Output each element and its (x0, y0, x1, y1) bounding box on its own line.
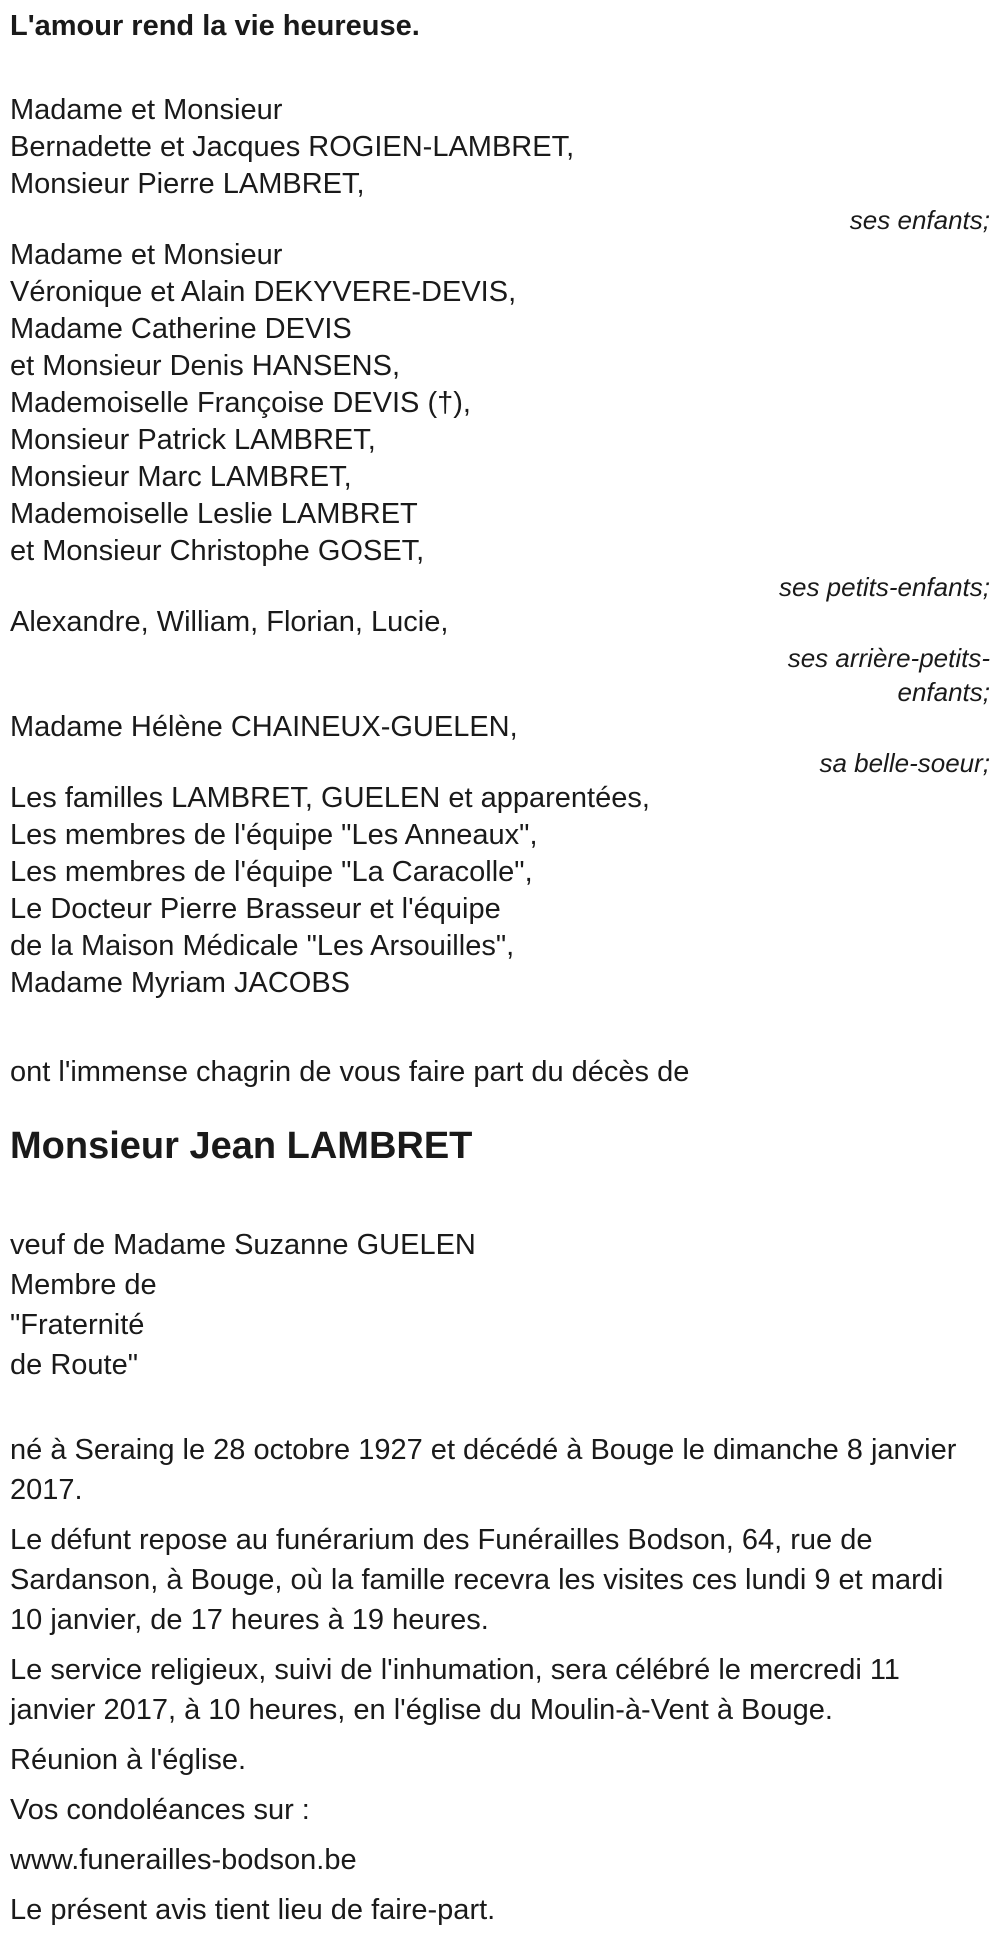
family-line: Véronique et Alain DEKYVERE-DEVIS, (10, 276, 517, 308)
family-line: Le Docteur Pierre Brasseur et l'équipe (10, 893, 501, 925)
family-line: Madame et Monsieur (10, 239, 283, 271)
repose-info: Le défunt repose au funérarium des Funérailles Bodson, 64, rue de Sardanson, à Bouge, où la famille recevra les visites ces lundi 9 et mardi 10 janvier, de 17 heures à 19 heures. (10, 1524, 944, 1636)
birth-death-info: né à Seraing le 28 octobre 1927 et décédé à Bouge le dimanche 8 janvier 2017. (10, 1434, 957, 1506)
family-line: Madame Myriam JACOBS (10, 967, 351, 999)
family-line: Bernadette et Jacques ROGIEN-LAMBRET, (10, 131, 575, 163)
deceased-detail-line: Membre de (10, 1269, 157, 1301)
family-line: et Monsieur Christophe GOSET, (10, 535, 425, 567)
family-line: de la Maison Médicale "Les Arsouilles", (10, 930, 515, 962)
condolences-label: Vos condoléances sur : (10, 1794, 310, 1826)
epigraph: L'amour rend la vie heureuse. (10, 10, 420, 42)
family-line: ses arrière-petits-enfants; (787, 643, 990, 707)
family-line: Madame Hélène CHAINEUX-GUELEN, (10, 711, 518, 743)
family-line: Monsieur Marc LAMBRET, (10, 461, 352, 493)
website-url: www.funerailles-bodson.be (10, 1844, 357, 1876)
family-line: Monsieur Patrick LAMBRET, (10, 424, 376, 456)
family-line: Les membres de l'équipe "La Caracolle", (10, 856, 533, 888)
family-line: ses enfants; (849, 205, 990, 235)
legal-note: Le présent avis tient lieu de faire-part. (10, 1894, 496, 1926)
deceased-name: Monsieur Jean LAMBRET (10, 1125, 473, 1167)
funeral-notice (10, 1430, 990, 1930)
family-line: Les familles LAMBRET, GUELEN et apparentées, (10, 782, 650, 814)
family-line: Monsieur Pierre LAMBRET, (10, 168, 365, 200)
family-line: sa belle-soeur; (819, 748, 990, 778)
deceased-detail-line: de Route" (10, 1349, 138, 1381)
reunion-info: Réunion à l'église. (10, 1744, 247, 1776)
family-line: Les membres de l'équipe "Les Anneaux", (10, 819, 538, 851)
family-line: Mademoiselle Leslie LAMBRET (10, 498, 418, 530)
family-list (10, 92, 990, 1002)
family-line: Madame et Monsieur (10, 94, 283, 126)
family-line: Mademoiselle Françoise DEVIS (†), (10, 387, 471, 419)
family-line: et Monsieur Denis HANSENS, (10, 350, 401, 382)
announcement-intro: ont l'immense chagrin de vous faire part du décès de (10, 1056, 690, 1088)
deceased-detail-line: "Fraternité (10, 1309, 145, 1341)
family-line: Alexandre, William, Florian, Lucie, (10, 606, 449, 638)
family-line: Madame Catherine DEVIS (10, 313, 352, 345)
service-info: Le service religieux, suivi de l'inhumation, sera célébré le mercredi 11 janvier 2017, à 10 heures, en l'église du Moulin-à-Vent à Bouge. (10, 1654, 900, 1726)
deceased-detail-line: veuf de Madame Suzanne GUELEN (10, 1229, 476, 1261)
deceased-details (10, 1225, 990, 1385)
family-line: ses petits-enfants; (779, 572, 990, 602)
